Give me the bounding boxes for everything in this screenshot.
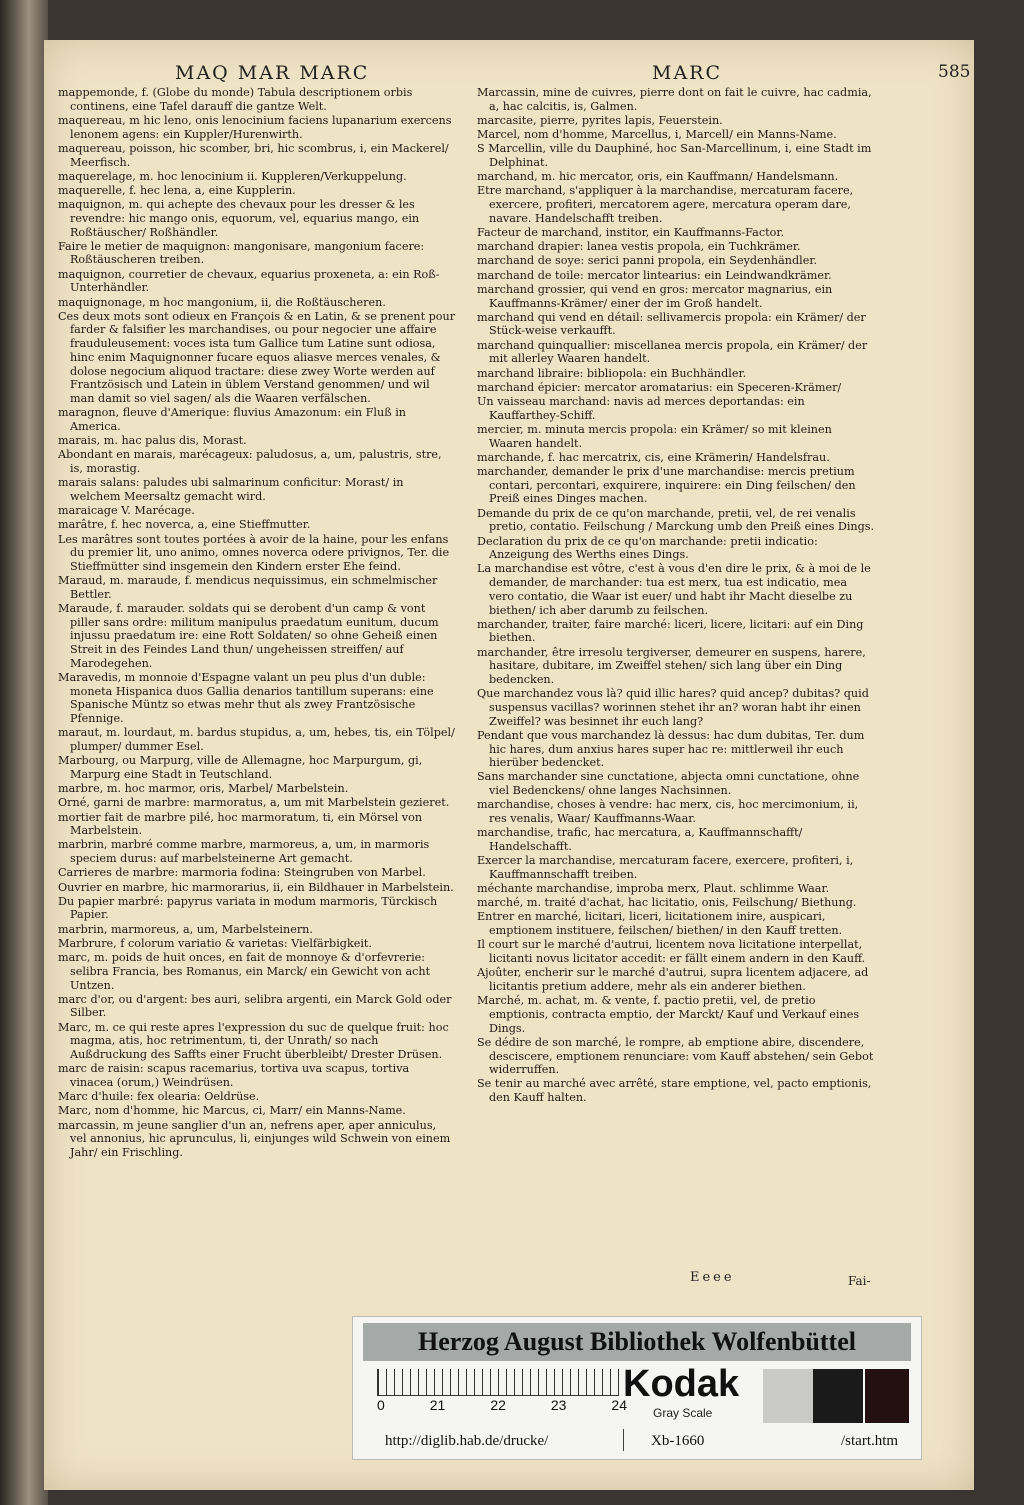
dictionary-entry: marchand épicier: mercator aromatarius: ein Speceren-Krämer/ (477, 380, 842, 394)
dictionary-entry: Pendant que vous marchandez là dessus: hac dum dubitas, Ter. dum hic hares, dum anxius hares super hac re: mittlerweil ihr euch hierüber bedencket. (477, 728, 865, 770)
dictionary-entry: Marbrure, f colorum variatio & varietas: Vielfärbigkeit. (58, 936, 372, 950)
dictionary-entry: maragnon, fleuve d'Amerique: fluvius Amazonum: ein Fluß in America. (58, 406, 407, 433)
dictionary-entry: Ouvrier en marbre, hic marmorarius, ii, ein Bildhauer in Marbelstein. (58, 880, 454, 894)
ruler-label: 21 (429, 1397, 446, 1413)
ruler-label: 0 (377, 1397, 385, 1413)
dictionary-entry: mercier, m. minuta mercis propola: ein Krämer/ so mit kleinen Waaren handelt. (477, 422, 832, 450)
dictionary-entry: marbrin, marbré comme marbre, marmoreus, a, um, in marmoris speciem durus: auf marbelsteinerne Art gemacht. (58, 838, 430, 866)
dictionary-entry: Se tenir au marché avec arrêté, stare emptione, vel, pacto emptionis, den Kauff halten. (477, 1077, 872, 1105)
dictionary-entry: marchand libraire: bibliopola: ein Buchhändler. (477, 366, 747, 380)
ruler-labels (377, 1397, 627, 1413)
dictionary-entry: Ces deux mots sont odieux en François & en Latin, & se prenent pour farder & falsifier les marchandises, ou pour negocier une affaire frauduleusement: voces ista tum Gallice tum Latine sunt odiosa, hinc enim Maquignonner fucare equos aliasve merces venales, & dolose negocium aliquod tractare: diese zwey Worte werden auf Frantzösisch und Latein in üblem Verstand genommen/ und wil man damit so viel sagen/ als die Waaren verfälschen. (58, 309, 456, 405)
divider (623, 1429, 624, 1451)
dictionary-entry: marchand quinquallier: miscellanea mercis propola, ein Krämer/ der mit allerley Waaren handelt. (477, 338, 868, 366)
dictionary-entry: marcassin, m jeune sanglier d'un an, nefrens aper, aper anniculus, vel annonius, hic aprunculus, li, einjunges wild Schwein von einem Jahr/ ein Frischling. (58, 1118, 451, 1159)
dictionary-entry: marchander, traiter, faire marché: liceri, licere, licitari: auf ein Ding biethen. (477, 617, 864, 645)
dictionary-entry: Marc d'huile: fex olearia: Oeldrüse. (58, 1090, 260, 1104)
dictionary-entry: Sans marchander sine cunctatione, abjecta omni cunctatione, ohne viel Bedenckens/ ohne langes Nachsinnen. (477, 770, 860, 798)
dictionary-entry: Marc, m. ce qui reste apres l'expression du suc de quelque fruit: hoc magma, atis, hoc retrimentum, ti, der Unrath/ so nach Außdruckung des Saffts einer Frucht überbleibt/ Drester Drüsen. (58, 1020, 449, 1062)
dictionary-entry: maquignon, courretier de chevaux, equarius proxeneta, a: ein Roß-Unterhändler. (58, 267, 440, 295)
dictionary-entry: Entrer en marché, licitari, liceri, licitationem inire, auspicari, emptionem instituere, feilschen/ biethen/ in den Kauff tretten. (477, 910, 843, 938)
ruler-label: 22 (490, 1397, 506, 1413)
dictionary-entry: maraicage V. Marécage. (58, 504, 195, 518)
dictionary-entry: Se dédire de son marché, le rompre, ab emptione abire, discendere, desciscere, emptionem renunciare: vom Kauff abstehen/ sein Gebot widerruffen. (477, 1035, 874, 1077)
dictionary-entry: Orné, garni de marbre: marmoratus, a, um mit Marbelstein gezieret. (58, 796, 450, 810)
dictionary-entry: marbre, m. hoc marmor, oris, Marbel/ Marbelstein. (58, 782, 349, 796)
dictionary-entry: maraut, m. lourdaut, m. bardus stupidus, a, um, hebes, tis, ein Tölpel/ plumper/ dummer Esel. (58, 726, 455, 754)
catchword: Fai- (848, 1274, 871, 1288)
ruler-label: 24 (611, 1397, 627, 1413)
left-column (58, 86, 456, 1160)
signature-mark: Eeee (690, 1270, 735, 1285)
dictionary-entry: marchande, f. hac mercatrix, cis, eine Krämerin/ Handelsfrau. (477, 450, 830, 464)
dictionary-entry: Il court sur le marché d'autrui, licentem nova licitatione interpellat, licitanti novus licitator accedit: er fällt einem andern in den Kauff. (477, 938, 866, 966)
right-column (477, 86, 875, 1105)
kodak-logo: Kodak (623, 1363, 740, 1405)
ruler-label: 23 (550, 1397, 567, 1413)
dictionary-entry: maquignonage, m hoc mangonium, ii, die Roßtäuscheren. (58, 295, 386, 309)
dictionary-entry: marcasite, pierre, pyrites lapis, Feuerstein. (477, 113, 723, 127)
dictionary-entry: Ajoûter, encherir sur le marché d'autrui, supra licentem adjacere, ad licitantis pretium addere, mehr als ein anderer biethen. (477, 966, 869, 993)
book-spine (0, 0, 48, 1505)
dictionary-entry: marchandise, choses à vendre: hac merx, cis, hoc mercimonium, ii, res venalis, Waar/ Kauffmanns-Waar. (477, 798, 859, 826)
dictionary-entry: marchand, m. hic mercator, oris, ein Kauffmann/ Handelsmann. (477, 170, 839, 184)
dictionary-entry: Etre marchand, s'appliquer à la marchandise, mercaturam facere, exercere, profiteri, mercatorem agere, mercatura operam dare, navare. Handelschafft treiben. (477, 184, 854, 225)
dictionary-entry: marais salans: paludes ubi salmarinum conficitur: Morast/ in welchem Meersaltz gemacht wird. (58, 476, 404, 503)
dictionary-entry: Marché, m. achat, m. & vente, f. pactio pretii, vel, de pretio emptionis, contracta emptio, der Marckt/ Kauf und Verkauf eines Dings. (477, 994, 860, 1035)
dictionary-entry: marchand qui vend en détail: sellivamercis propola: ein Krämer/ der Stück-weise verkaufft. (477, 310, 866, 338)
dictionary-entry: Facteur de marchand, institor, ein Kauffmanns-Factor. (477, 226, 785, 240)
digital-library-url: http://diglib.hab.de/drucke/ (385, 1433, 549, 1449)
dictionary-entry: maquereau, m hic leno, onis lenocinium faciens lupanarium exercens lenonem agens: ein Kuppler/Hurenwirth. (58, 113, 452, 141)
dictionary-entry: marais, m. hac palus dis, Morast. (58, 434, 247, 448)
dictionary-entry: S Marcellin, ville du Dauphiné, hoc San-Marcellinum, i, eine Stadt im Delphinat. (477, 142, 872, 170)
dictionary-entry: Un vaisseau marchand: navis ad merces deportandas: ein Kauffarthey-Schiff. (477, 394, 805, 422)
dictionary-entry: Marc, nom d'homme, hic Marcus, ci, Marr/ ein Manns-Name. (58, 1104, 406, 1118)
dictionary-entry: Maraude, f. marauder. soldats qui se derobent d'un camp & vont piller sans ordre: militum manipulus praedatum eunitum, ducum injussu praedatum ire: eine Rott Soldaten/ so ohne Geheiß einen Streit in des Feindes Land thun/ ungeheissen streiffen/ auf Marodegehen. (58, 602, 439, 670)
gray-swatch-dark (813, 1369, 863, 1423)
dictionary-entry: marchander, être irresolu tergiverser, demeurer en suspens, harere, hasitare, dubitare, im Zweiffel stehen/ sich lang über ein Ding bedencken. (477, 645, 866, 687)
dictionary-entry: marc, m. poids de huit onces, en fait de monnoye & d'orfevrerie: selibra Francia, bes Romanus, ein Marck/ ein Gewicht von acht Untzen. (58, 951, 431, 992)
dictionary-entry: marchander, demander le prix d'une marchandise: mercis pretium contari, percontari, exquirere, inquirere: ein Ding feilschen/ den Preiß eines Dinges machen. (477, 464, 856, 506)
dictionary-entry: Du papier marbré: papyrus variata in modum marmoris, Türckisch Papier. (58, 894, 438, 922)
dictionary-entry: marché, m. traité d'achat, hac licitatio, onis, Feilschung/ Biethung. (477, 896, 857, 910)
dictionary-entry: mappemonde, f. (Globe du monde) Tabula descriptionem orbis continens, eine Tafel darauff die gantze Welt. (58, 86, 413, 113)
dictionary-entry: maquerelle, f. hec lena, a, eine Kupplerin. (58, 183, 296, 197)
dictionary-entry: marbrin, marmoreus, a, um, Marbelsteinern. (58, 922, 313, 936)
shelfmark: Xb-1660 (651, 1433, 705, 1449)
dictionary-entry: marchand de soye: serici panni propola, ein Seydenhändler. (477, 254, 818, 268)
gray-swatch-light (763, 1369, 813, 1423)
dictionary-entry: La marchandise est vôtre, c'est à vous d'en dire le prix, & à moi de le demander, de marchander: tua est merx, tua est indicatio, mea vero contatio, die Waar ist euer/ und habt ihr Macht dieselbe zu biethen/ ich aber darumb zu feilschen. (477, 562, 871, 617)
running-head-left: MAQ MAR MARC (175, 62, 370, 84)
dictionary-entry: Abondant en marais, marécageux: paludosus, a, um, palustris, stre, is, morastig. (58, 448, 442, 475)
dictionary-entry: Les marâtres sont toutes portées à avoir de la haine, pour les enfans du premier lit, uno animo, omnes noverca odere privignos, Ter. die Stieffmütter sind insgemein den Kindern erster Ehe feind. (58, 532, 450, 573)
dictionary-entry: Marbourg, ou Marpurg, ville de Allemagne, hoc Marpurgum, gi, Marpurg eine Stadt in Teutschland. (58, 754, 423, 781)
dictionary-entry: maquignon, m. qui achepte des chevaux pour les dresser & les revendre: hic mango onis, equorum, vel, equarius mango, ein Roßtäuscher/ Roßhändler. (58, 198, 420, 239)
page-number: 585 (938, 62, 971, 82)
dictionary-entry: marc de raisin: scapus racemarius, tortiva uva scapus, tortiva vinacea (orum,) Weindrüsen. (58, 1062, 410, 1089)
dictionary-entry: marchandise, trafic, hac mercatura, a, Kauffmannschafft/ Handelschafft. (477, 826, 803, 853)
dictionary-entry: mortier fait de marbre pilé, hoc marmoratum, ti, ein Mörsel von Marbelstein. (58, 810, 423, 838)
dictionary-entry: marâtre, f. hec noverca, a, eine Stieffmutter. (58, 518, 311, 532)
dictionary-entry: Maraud, m. maraude, f. mendicus nequissimus, ein schmelmischer Bettler. (58, 574, 438, 601)
scale-ruler (377, 1369, 619, 1396)
dictionary-entry: Marcassin, mine de cuivres, pierre dont on fait le cuivre, hac cadmia, a, hac calcitis, is, Galmen. (477, 86, 872, 113)
dictionary-entry: Carrieres de marbre: marmoria fodina: Steingruben von Marbel. (58, 866, 426, 880)
running-head-right: MARC (652, 62, 723, 84)
dictionary-entry: Demande du prix de ce qu'on marchande, pretii, vel, de rei venalis pretio, contatio. Feilschung / Marckung umb den Preiß eines Dings. (477, 506, 875, 534)
dictionary-entry: Declaration du prix de ce qu'on marchande: pretii indicatio: Anzeigung des Werths eines Dings. (477, 534, 818, 562)
dictionary-entry: marchand de toile: mercator lintearius: ein Leindwandkrämer. (477, 268, 832, 282)
kodak-color-target (352, 1316, 922, 1460)
dictionary-entry: Exercer la marchandise, mercaturam facere, exercere, profiteri, i, Kauffmannschafft treiben. (477, 854, 854, 881)
dictionary-entry: Maravedis, m monnoie d'Espagne valant un peu plus d'un duble: moneta Hispanica duos Gallia denarios tantillum superans: eine Spanische Müntz so etwas mehr thut als zwey Frantzösische Pfennige. (58, 671, 434, 726)
gray-scale-label: Gray Scale (653, 1406, 713, 1420)
dictionary-entry: marchand drapier: lanea vestis propola, ein Tuchkrämer. (477, 240, 801, 254)
start-page-path: /start.htm (841, 1433, 899, 1449)
dictionary-entry: Marcel, nom d'homme, Marcellus, i, Marcell/ ein Manns-Name. (477, 128, 837, 142)
dictionary-entry: Faire le metier de maquignon: mangonisare, mangonium facere: Roßtäuscheren treiben. (58, 239, 425, 267)
dictionary-entry: maquereau, poisson, hic scomber, bri, hic scombrus, i, ein Mackerel/ Meerfisch. (58, 141, 449, 169)
dictionary-entry: méchante marchandise, improba merx, Plaut. schlimme Waar. (477, 882, 830, 896)
gray-swatch-black (865, 1369, 909, 1423)
dictionary-entry: maquerelage, m. hoc lenocinium ii. Kuppleren/Verkuppelung. (58, 169, 407, 183)
dictionary-entry: marchand grossier, qui vend en gros: mercator magnarius, ein Kauffmanns-Krämer/ einer der im Groß handelt. (477, 282, 833, 310)
library-name: Herzog August Bibliothek Wolfenbüttel (363, 1323, 911, 1361)
dictionary-entry: marc d'or, ou d'argent: bes auri, selibra argenti, ein Marck Gold oder Silber. (58, 992, 452, 1020)
dictionary-entry: Que marchandez vous là? quid illic hares? quid ancep? dubitas? quid suspensus vacillas? worinnen stehet ihr an? woran habt ihr einen Zweiffel? was besinnet ihr euch lang? (477, 687, 869, 728)
